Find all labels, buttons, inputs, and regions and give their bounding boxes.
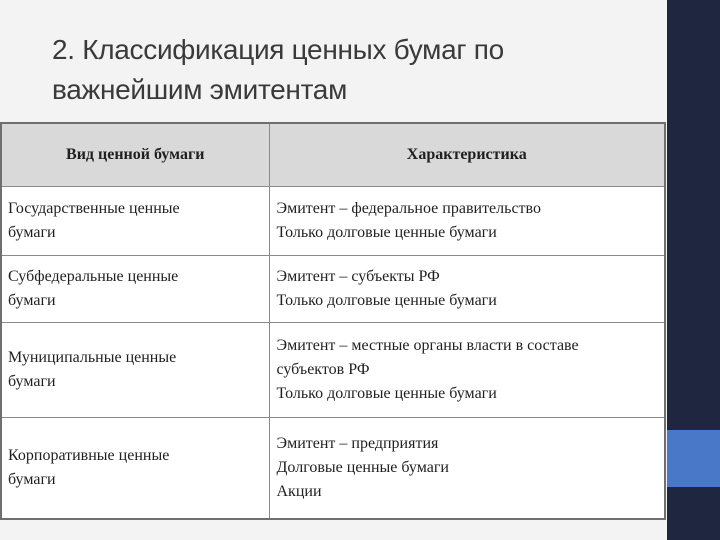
cell-text: Субфедеральные ценные <box>8 268 179 285</box>
table-row <box>1 418 665 520</box>
cell-type <box>1 323 269 418</box>
title-line-1: 2. Классификация ценных бумаг по <box>52 34 504 65</box>
cell-text: Акции <box>276 483 322 500</box>
cell-characteristics <box>269 187 665 256</box>
cell-text: бумаги <box>8 373 56 390</box>
cell-text: Муниципальные ценные <box>8 349 177 366</box>
slide-title <box>52 30 652 110</box>
table-row <box>1 187 665 256</box>
table-row <box>1 323 665 418</box>
cell-text: Эмитент – субъекты РФ <box>276 268 440 285</box>
cell-text: Эмитент – местные органы власти в составе <box>276 337 579 354</box>
cell-text: бумаги <box>8 292 56 309</box>
cell-text: бумаги <box>8 471 56 488</box>
cell-characteristics <box>269 256 665 323</box>
cell-type <box>1 256 269 323</box>
cell-text: Эмитент – предприятия <box>276 435 439 452</box>
table-header-row <box>1 123 665 187</box>
cell-text: Только долговые ценные бумаги <box>276 385 497 402</box>
cell-type <box>1 187 269 256</box>
cell-text: бумаги <box>8 224 56 241</box>
header-type: Вид ценной бумаги <box>1 123 269 187</box>
cell-text: субъектов РФ <box>276 361 370 378</box>
title-line-2: важнейшим эмитентам <box>52 74 348 105</box>
cell-text: Корпоративные ценные <box>8 447 170 464</box>
sidebar-accent-block <box>667 430 720 487</box>
cell-text: Государственные ценные <box>8 200 180 217</box>
cell-characteristics <box>269 418 665 520</box>
cell-text: Эмитент – федеральное правительство <box>276 200 541 217</box>
cell-type <box>1 418 269 520</box>
cell-text: Долговые ценные бумаги <box>276 459 449 476</box>
cell-characteristics <box>269 323 665 418</box>
classification-table <box>0 122 666 520</box>
table-row <box>1 256 665 323</box>
header-characteristics: Характеристика <box>269 123 665 187</box>
cell-text: Только долговые ценные бумаги <box>276 224 497 241</box>
cell-text: Только долговые ценные бумаги <box>276 292 497 309</box>
